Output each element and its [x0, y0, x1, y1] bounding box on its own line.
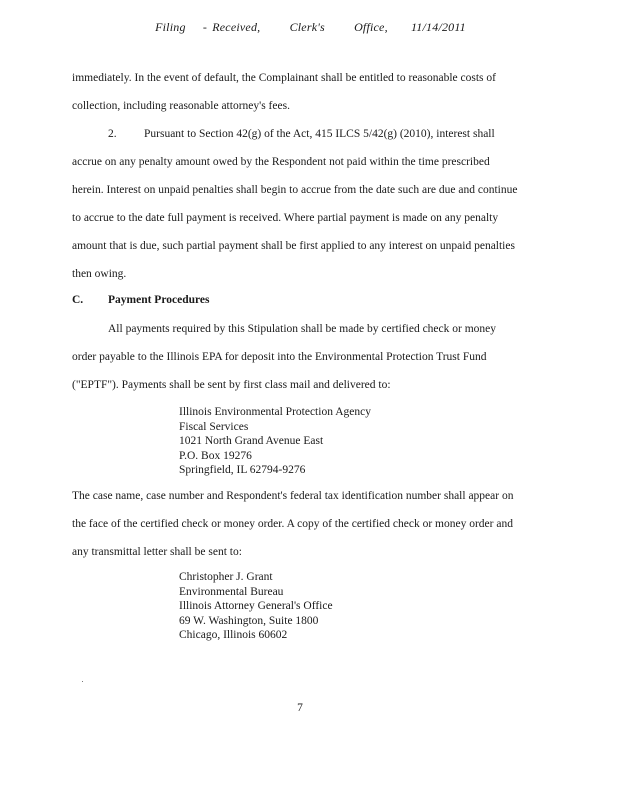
address-line: Christopher J. Grant — [179, 571, 273, 583]
address-line: Fiscal Services — [179, 420, 249, 433]
address-line: P.O. Box 19276 — [179, 449, 252, 462]
body-line: amount that is due, such partial payment shall be first applied to any interest on unpaid penalties — [72, 240, 515, 252]
body-line: order payable to the Illinois EPA for deposit into the Environmental Protection Trust Fund — [72, 351, 487, 363]
body-line: immediately. In the event of default, the Complainant shall be entitled to reasonable costs of — [72, 72, 496, 84]
paragraph-number: 2. — [108, 128, 117, 140]
stamp-clerks: Clerk's — [289, 20, 325, 34]
stamp-filing: Filing — [155, 20, 186, 34]
body-line: ("EPTF"). Payments shall be sent by first class mail and delivered to: — [72, 379, 391, 391]
scan-speck — [82, 681, 83, 682]
stamp-date: 11/14/2011 — [411, 20, 466, 34]
body-line: accrue on any penalty amount owed by the Respondent not paid within the time prescribed — [72, 156, 490, 168]
body-line: The case name, case number and Respondent's federal tax identification number shall appear on — [72, 490, 514, 502]
address-line: 69 W. Washington, Suite 1800 — [179, 614, 319, 627]
page-number: 7 — [297, 702, 303, 714]
body-line: All payments required by this Stipulation shall be made by certified check or money — [108, 323, 497, 335]
address-block-epa — [179, 405, 371, 478]
address-block-attorney-general — [179, 570, 333, 643]
filing-stamp — [0, 20, 621, 35]
address-line: Illinois Attorney General's Office — [179, 600, 333, 612]
body-line: herein. Interest on unpaid penalties shall begin to accrue from the date such are due and continue — [72, 184, 518, 196]
body-line: Pursuant to Section 42(g) of the Act, 415 ILCS 5/42(g) (2010), interest shall — [144, 128, 495, 140]
address-line: 1021 North Grand Avenue East — [179, 435, 324, 447]
address-line: Illinois Environmental Protection Agency — [179, 406, 371, 418]
stamp-received: - Received, — [202, 20, 261, 34]
section-title: Payment Procedures — [108, 294, 210, 306]
body-line: to accrue to the date full payment is received. Where partial payment is made on any penalty — [72, 212, 499, 224]
body-line: the face of the certified check or money order. A copy of the certified check or money order and — [72, 518, 513, 530]
body-line: then owing. — [72, 268, 127, 280]
address-line: Environmental Bureau — [179, 585, 284, 598]
section-letter: C. — [72, 294, 84, 306]
body-line: collection, including reasonable attorney's fees. — [72, 100, 290, 112]
stamp-office: Office, — [354, 20, 388, 34]
body-line: any transmittal letter shall be sent to: — [72, 546, 242, 558]
address-line: Springfield, IL 62794-9276 — [179, 464, 306, 476]
address-line: Chicago, Illinois 60602 — [179, 629, 288, 641]
